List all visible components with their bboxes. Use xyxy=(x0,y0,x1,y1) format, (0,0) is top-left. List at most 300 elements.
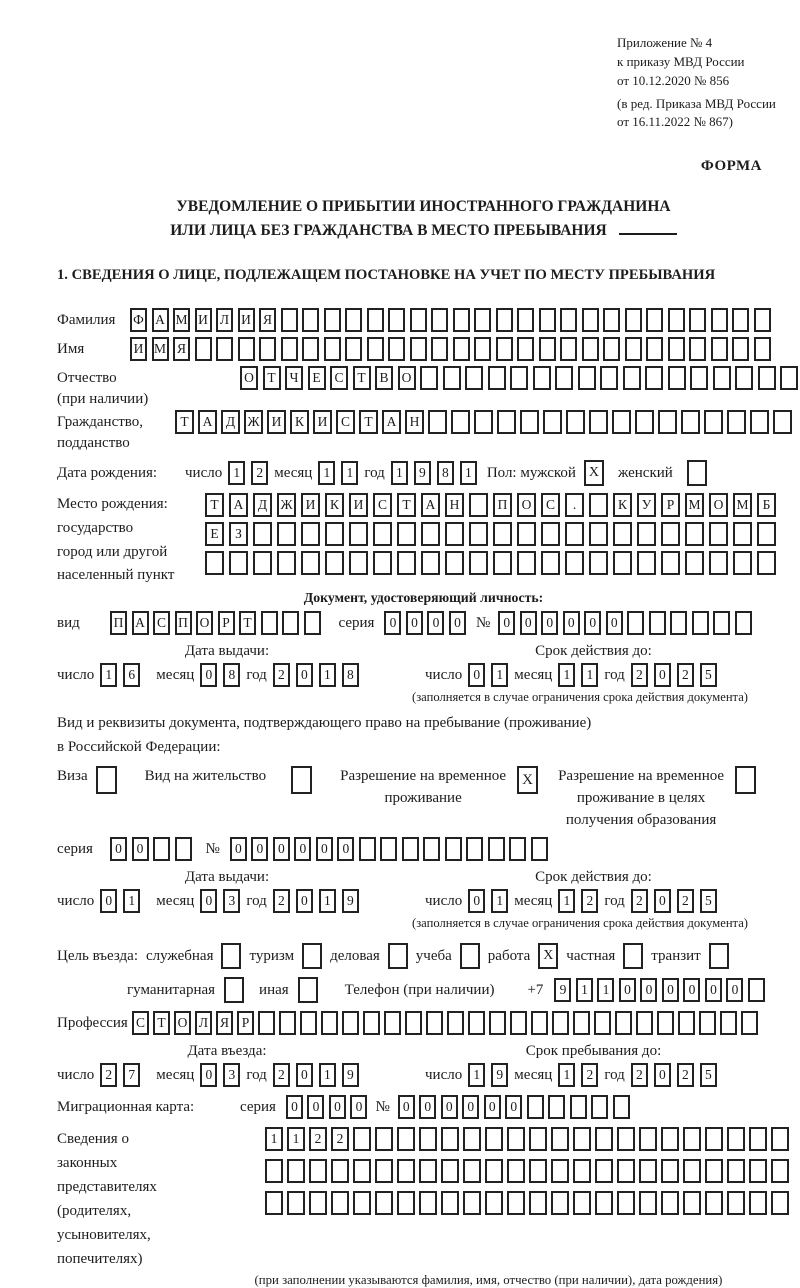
char-cell[interactable]: Л xyxy=(216,308,233,332)
char-cell[interactable]: Я xyxy=(259,308,276,332)
char-cell[interactable]: Я xyxy=(216,1011,233,1035)
char-cell[interactable] xyxy=(548,1095,565,1119)
char-cell[interactable] xyxy=(153,837,170,861)
char-cell[interactable] xyxy=(627,611,644,635)
char-cell[interactable] xyxy=(497,410,516,434)
char-cell[interactable] xyxy=(732,308,749,332)
char-cell[interactable] xyxy=(661,522,680,546)
char-cell[interactable] xyxy=(287,1159,305,1183)
char-cell[interactable]: 0 xyxy=(316,837,333,861)
char-cell[interactable] xyxy=(709,551,728,575)
char-cell[interactable] xyxy=(397,1159,415,1183)
char-cell[interactable]: 0 xyxy=(398,1095,415,1119)
char-cell[interactable] xyxy=(287,1191,305,1215)
char-cell[interactable] xyxy=(639,1159,657,1183)
char-cell[interactable] xyxy=(445,551,464,575)
char-cell[interactable]: У xyxy=(637,493,656,517)
char-cell[interactable] xyxy=(565,522,584,546)
char-cell[interactable] xyxy=(541,551,560,575)
char-cell[interactable]: 0 xyxy=(705,978,722,1002)
char-cell[interactable] xyxy=(560,337,577,361)
char-cell[interactable] xyxy=(431,337,448,361)
char-cell[interactable] xyxy=(517,337,534,361)
char-cell[interactable] xyxy=(238,337,255,361)
char-cell[interactable]: 2 xyxy=(273,663,290,687)
char-cell[interactable] xyxy=(617,1127,635,1151)
char-cell[interactable] xyxy=(637,551,656,575)
char-cell[interactable] xyxy=(510,366,528,390)
char-cell[interactable] xyxy=(551,1127,569,1151)
char-cell[interactable] xyxy=(451,410,470,434)
char-cell[interactable] xyxy=(373,551,392,575)
char-cell[interactable] xyxy=(410,308,427,332)
char-cell[interactable]: 2 xyxy=(677,889,694,913)
char-cell[interactable]: 0 xyxy=(505,1095,522,1119)
char-cell[interactable] xyxy=(595,1159,613,1183)
char-cell[interactable]: С xyxy=(541,493,560,517)
char-cell[interactable]: 0 xyxy=(286,1095,303,1119)
char-cell[interactable]: 0 xyxy=(384,611,401,635)
char-cell[interactable] xyxy=(265,1191,283,1215)
char-cell[interactable] xyxy=(507,1159,525,1183)
char-cell[interactable] xyxy=(754,337,771,361)
char-cell[interactable]: Т xyxy=(175,410,194,434)
char-cell[interactable] xyxy=(205,551,224,575)
char-cell[interactable] xyxy=(573,1127,591,1151)
char-cell[interactable] xyxy=(510,1011,527,1035)
char-cell[interactable] xyxy=(533,366,551,390)
char-cell[interactable] xyxy=(649,611,666,635)
female-checkbox[interactable] xyxy=(687,460,707,486)
char-cell[interactable]: 1 xyxy=(576,978,593,1002)
char-cell[interactable]: 0 xyxy=(273,837,290,861)
char-cell[interactable] xyxy=(771,1127,789,1151)
char-cell[interactable] xyxy=(253,551,272,575)
char-cell[interactable]: 2 xyxy=(251,461,268,485)
char-cell[interactable] xyxy=(229,551,248,575)
char-cell[interactable]: 0 xyxy=(100,889,117,913)
char-cell[interactable]: 2 xyxy=(631,663,648,687)
char-cell[interactable] xyxy=(771,1159,789,1183)
char-cell[interactable]: 1 xyxy=(491,663,508,687)
char-cell[interactable] xyxy=(589,410,608,434)
char-cell[interactable] xyxy=(485,1159,503,1183)
char-cell[interactable] xyxy=(402,837,419,861)
char-cell[interactable] xyxy=(645,366,663,390)
char-cell[interactable]: Я xyxy=(173,337,190,361)
char-cell[interactable] xyxy=(216,337,233,361)
char-cell[interactable] xyxy=(474,337,491,361)
char-cell[interactable]: Т xyxy=(153,1011,170,1035)
char-cell[interactable]: 0 xyxy=(200,889,217,913)
char-cell[interactable] xyxy=(331,1191,349,1215)
char-cell[interactable]: 3 xyxy=(223,1063,240,1087)
char-cell[interactable] xyxy=(727,410,746,434)
char-cell[interactable]: Т xyxy=(359,410,378,434)
char-cell[interactable] xyxy=(349,522,368,546)
char-cell[interactable]: И xyxy=(267,410,286,434)
char-cell[interactable] xyxy=(566,410,585,434)
char-cell[interactable] xyxy=(428,410,447,434)
char-cell[interactable]: 0 xyxy=(251,837,268,861)
char-cell[interactable] xyxy=(441,1191,459,1215)
char-cell[interactable] xyxy=(757,522,776,546)
char-cell[interactable] xyxy=(388,337,405,361)
char-cell[interactable]: 0 xyxy=(294,837,311,861)
char-cell[interactable]: 1 xyxy=(597,978,614,1002)
char-cell[interactable]: 9 xyxy=(491,1063,508,1087)
char-cell[interactable] xyxy=(529,1127,547,1151)
char-cell[interactable]: 5 xyxy=(700,889,717,913)
char-cell[interactable]: 1 xyxy=(318,461,335,485)
char-cell[interactable]: 0 xyxy=(640,978,657,1002)
char-cell[interactable] xyxy=(657,1011,674,1035)
char-cell[interactable]: 0 xyxy=(329,1095,346,1119)
char-cell[interactable]: 2 xyxy=(331,1127,349,1151)
char-cell[interactable] xyxy=(367,308,384,332)
char-cell[interactable] xyxy=(529,1191,547,1215)
char-cell[interactable]: И xyxy=(130,337,147,361)
char-cell[interactable] xyxy=(445,837,462,861)
char-cell[interactable] xyxy=(741,1011,758,1035)
char-cell[interactable] xyxy=(469,551,488,575)
char-cell[interactable] xyxy=(692,611,709,635)
char-cell[interactable]: 1 xyxy=(100,663,117,687)
char-cell[interactable] xyxy=(426,1011,443,1035)
char-cell[interactable] xyxy=(623,366,641,390)
char-cell[interactable]: К xyxy=(325,493,344,517)
char-cell[interactable] xyxy=(507,1191,525,1215)
char-cell[interactable] xyxy=(683,1159,701,1183)
char-cell[interactable] xyxy=(397,1191,415,1215)
char-cell[interactable] xyxy=(405,1011,422,1035)
char-cell[interactable]: 0 xyxy=(662,978,679,1002)
char-cell[interactable] xyxy=(302,337,319,361)
char-cell[interactable] xyxy=(375,1159,393,1183)
char-cell[interactable] xyxy=(543,410,562,434)
char-cell[interactable]: 8 xyxy=(437,461,454,485)
char-cell[interactable] xyxy=(709,522,728,546)
char-cell[interactable]: 1 xyxy=(341,461,358,485)
char-cell[interactable]: 2 xyxy=(677,1063,694,1087)
char-cell[interactable]: 0 xyxy=(541,611,558,635)
char-cell[interactable] xyxy=(463,1127,481,1151)
char-cell[interactable] xyxy=(639,1127,657,1151)
char-cell[interactable] xyxy=(261,611,278,635)
char-cell[interactable] xyxy=(735,366,753,390)
char-cell[interactable] xyxy=(595,1127,613,1151)
char-cell[interactable] xyxy=(277,522,296,546)
char-cell[interactable]: С xyxy=(153,611,170,635)
char-cell[interactable] xyxy=(445,522,464,546)
char-cell[interactable]: 0 xyxy=(584,611,601,635)
char-cell[interactable] xyxy=(749,1159,767,1183)
char-cell[interactable]: С xyxy=(373,493,392,517)
char-cell[interactable] xyxy=(705,1127,723,1151)
char-cell[interactable]: С xyxy=(330,366,348,390)
char-cell[interactable] xyxy=(443,366,461,390)
char-cell[interactable] xyxy=(353,1191,371,1215)
char-cell[interactable]: 5 xyxy=(700,663,717,687)
char-cell[interactable]: . xyxy=(565,493,584,517)
purpose-other-checkbox[interactable] xyxy=(298,977,318,1003)
char-cell[interactable] xyxy=(397,522,416,546)
char-cell[interactable]: Т xyxy=(397,493,416,517)
char-cell[interactable]: С xyxy=(132,1011,149,1035)
char-cell[interactable]: Ж xyxy=(244,410,263,434)
char-cell[interactable]: Т xyxy=(263,366,281,390)
char-cell[interactable]: И xyxy=(195,308,212,332)
char-cell[interactable]: Н xyxy=(405,410,424,434)
char-cell[interactable]: 0 xyxy=(619,978,636,1002)
char-cell[interactable] xyxy=(685,522,704,546)
char-cell[interactable]: 0 xyxy=(427,611,444,635)
char-cell[interactable]: 0 xyxy=(441,1095,458,1119)
char-cell[interactable]: 0 xyxy=(654,889,671,913)
char-cell[interactable] xyxy=(617,1191,635,1215)
char-cell[interactable] xyxy=(661,1159,679,1183)
char-cell[interactable] xyxy=(578,366,596,390)
char-cell[interactable] xyxy=(384,1011,401,1035)
char-cell[interactable] xyxy=(509,837,526,861)
char-cell[interactable] xyxy=(195,337,212,361)
char-cell[interactable] xyxy=(668,308,685,332)
char-cell[interactable]: 9 xyxy=(342,889,359,913)
char-cell[interactable] xyxy=(646,337,663,361)
char-cell[interactable] xyxy=(639,1191,657,1215)
char-cell[interactable]: 2 xyxy=(581,889,598,913)
char-cell[interactable]: П xyxy=(110,611,127,635)
char-cell[interactable] xyxy=(175,837,192,861)
char-cell[interactable] xyxy=(582,308,599,332)
char-cell[interactable] xyxy=(727,1191,745,1215)
char-cell[interactable] xyxy=(595,1191,613,1215)
char-cell[interactable] xyxy=(711,337,728,361)
char-cell[interactable]: 2 xyxy=(631,1063,648,1087)
male-checkbox[interactable]: X xyxy=(584,460,604,486)
char-cell[interactable]: 0 xyxy=(462,1095,479,1119)
char-cell[interactable]: 0 xyxy=(726,978,743,1002)
char-cell[interactable]: Т xyxy=(353,366,371,390)
char-cell[interactable]: Р xyxy=(661,493,680,517)
char-cell[interactable] xyxy=(469,493,488,517)
char-cell[interactable] xyxy=(281,308,298,332)
purpose-business-checkbox[interactable] xyxy=(388,943,408,969)
char-cell[interactable]: 0 xyxy=(484,1095,501,1119)
char-cell[interactable] xyxy=(560,308,577,332)
char-cell[interactable]: 2 xyxy=(309,1127,327,1151)
char-cell[interactable]: 1 xyxy=(581,663,598,687)
char-cell[interactable] xyxy=(463,1191,481,1215)
char-cell[interactable] xyxy=(531,837,548,861)
char-cell[interactable]: 0 xyxy=(296,889,313,913)
char-cell[interactable]: 1 xyxy=(319,663,336,687)
char-cell[interactable]: О xyxy=(196,611,213,635)
char-cell[interactable] xyxy=(469,522,488,546)
char-cell[interactable] xyxy=(388,308,405,332)
char-cell[interactable] xyxy=(573,1011,590,1035)
char-cell[interactable] xyxy=(689,308,706,332)
char-cell[interactable] xyxy=(345,308,362,332)
char-cell[interactable]: 0 xyxy=(110,837,127,861)
char-cell[interactable]: А xyxy=(198,410,217,434)
char-cell[interactable] xyxy=(683,1127,701,1151)
char-cell[interactable] xyxy=(468,1011,485,1035)
char-cell[interactable]: 0 xyxy=(296,1063,313,1087)
char-cell[interactable] xyxy=(658,410,677,434)
char-cell[interactable] xyxy=(453,308,470,332)
char-cell[interactable] xyxy=(421,522,440,546)
char-cell[interactable] xyxy=(431,308,448,332)
char-cell[interactable]: Д xyxy=(253,493,272,517)
char-cell[interactable]: 1 xyxy=(491,889,508,913)
char-cell[interactable] xyxy=(600,366,618,390)
char-cell[interactable] xyxy=(277,551,296,575)
char-cell[interactable] xyxy=(589,522,608,546)
char-cell[interactable] xyxy=(551,1191,569,1215)
residence-permit-checkbox[interactable] xyxy=(291,766,312,794)
char-cell[interactable]: 0 xyxy=(230,837,247,861)
char-cell[interactable] xyxy=(713,611,730,635)
char-cell[interactable] xyxy=(342,1011,359,1035)
char-cell[interactable] xyxy=(304,611,321,635)
char-cell[interactable]: Д xyxy=(221,410,240,434)
char-cell[interactable] xyxy=(367,337,384,361)
char-cell[interactable] xyxy=(353,1127,371,1151)
char-cell[interactable] xyxy=(349,551,368,575)
char-cell[interactable] xyxy=(259,337,276,361)
char-cell[interactable] xyxy=(517,551,536,575)
char-cell[interactable] xyxy=(749,1191,767,1215)
char-cell[interactable] xyxy=(735,611,752,635)
char-cell[interactable] xyxy=(375,1191,393,1215)
char-cell[interactable] xyxy=(582,337,599,361)
char-cell[interactable] xyxy=(625,337,642,361)
char-cell[interactable] xyxy=(646,308,663,332)
char-cell[interactable] xyxy=(613,551,632,575)
char-cell[interactable] xyxy=(690,366,708,390)
char-cell[interactable] xyxy=(754,308,771,332)
char-cell[interactable] xyxy=(517,308,534,332)
char-cell[interactable]: 0 xyxy=(132,837,149,861)
char-cell[interactable]: П xyxy=(493,493,512,517)
char-cell[interactable] xyxy=(380,837,397,861)
char-cell[interactable]: 9 xyxy=(342,1063,359,1087)
char-cell[interactable] xyxy=(573,1159,591,1183)
char-cell[interactable] xyxy=(668,366,686,390)
char-cell[interactable]: О xyxy=(398,366,416,390)
char-cell[interactable]: 2 xyxy=(100,1063,117,1087)
char-cell[interactable] xyxy=(309,1191,327,1215)
char-cell[interactable] xyxy=(711,308,728,332)
char-cell[interactable]: М xyxy=(152,337,169,361)
char-cell[interactable] xyxy=(531,1011,548,1035)
char-cell[interactable] xyxy=(466,837,483,861)
char-cell[interactable] xyxy=(727,1127,745,1151)
char-cell[interactable] xyxy=(613,522,632,546)
char-cell[interactable]: 2 xyxy=(677,663,694,687)
char-cell[interactable] xyxy=(520,410,539,434)
char-cell[interactable]: Р xyxy=(237,1011,254,1035)
char-cell[interactable] xyxy=(488,366,506,390)
char-cell[interactable]: И xyxy=(349,493,368,517)
char-cell[interactable] xyxy=(493,551,512,575)
char-cell[interactable] xyxy=(748,978,765,1002)
char-cell[interactable]: 1 xyxy=(460,461,477,485)
char-cell[interactable] xyxy=(758,366,776,390)
char-cell[interactable] xyxy=(397,1127,415,1151)
char-cell[interactable] xyxy=(258,1011,275,1035)
char-cell[interactable] xyxy=(527,1095,544,1119)
purpose-transit-checkbox[interactable] xyxy=(709,943,729,969)
char-cell[interactable]: 8 xyxy=(223,663,240,687)
char-cell[interactable]: 0 xyxy=(350,1095,367,1119)
char-cell[interactable] xyxy=(517,522,536,546)
char-cell[interactable] xyxy=(253,522,272,546)
char-cell[interactable] xyxy=(689,337,706,361)
char-cell[interactable] xyxy=(301,522,320,546)
char-cell[interactable] xyxy=(678,1011,695,1035)
char-cell[interactable] xyxy=(750,410,769,434)
char-cell[interactable]: 0 xyxy=(654,663,671,687)
char-cell[interactable] xyxy=(441,1127,459,1151)
char-cell[interactable]: 3 xyxy=(223,889,240,913)
char-cell[interactable] xyxy=(705,1159,723,1183)
char-cell[interactable]: Б xyxy=(757,493,776,517)
purpose-tourism-checkbox[interactable] xyxy=(302,943,322,969)
char-cell[interactable] xyxy=(324,308,341,332)
char-cell[interactable] xyxy=(301,551,320,575)
char-cell[interactable] xyxy=(551,1159,569,1183)
char-cell[interactable] xyxy=(727,1159,745,1183)
char-cell[interactable] xyxy=(539,308,556,332)
char-cell[interactable] xyxy=(589,493,608,517)
char-cell[interactable]: 2 xyxy=(581,1063,598,1087)
char-cell[interactable] xyxy=(713,366,731,390)
char-cell[interactable]: 0 xyxy=(468,889,485,913)
char-cell[interactable] xyxy=(282,611,299,635)
char-cell[interactable]: О xyxy=(174,1011,191,1035)
char-cell[interactable] xyxy=(757,551,776,575)
char-cell[interactable] xyxy=(661,551,680,575)
char-cell[interactable]: 5 xyxy=(700,1063,717,1087)
char-cell[interactable]: М xyxy=(685,493,704,517)
char-cell[interactable]: А xyxy=(132,611,149,635)
char-cell[interactable] xyxy=(732,337,749,361)
temp-residence-checkbox[interactable]: X xyxy=(517,766,538,794)
char-cell[interactable] xyxy=(281,337,298,361)
char-cell[interactable]: 2 xyxy=(273,889,290,913)
char-cell[interactable] xyxy=(705,1191,723,1215)
char-cell[interactable] xyxy=(617,1159,635,1183)
char-cell[interactable] xyxy=(637,522,656,546)
char-cell[interactable] xyxy=(331,1159,349,1183)
purpose-private-checkbox[interactable] xyxy=(623,943,643,969)
char-cell[interactable]: В xyxy=(375,366,393,390)
char-cell[interactable] xyxy=(594,1011,611,1035)
char-cell[interactable]: 6 xyxy=(123,663,140,687)
temp-residence-edu-checkbox[interactable] xyxy=(735,766,756,794)
char-cell[interactable] xyxy=(324,337,341,361)
char-cell[interactable]: 1 xyxy=(287,1127,305,1151)
char-cell[interactable] xyxy=(733,551,752,575)
char-cell[interactable]: М xyxy=(173,308,190,332)
char-cell[interactable]: 0 xyxy=(406,611,423,635)
char-cell[interactable] xyxy=(489,1011,506,1035)
char-cell[interactable] xyxy=(615,1011,632,1035)
char-cell[interactable] xyxy=(780,366,798,390)
char-cell[interactable]: К xyxy=(613,493,632,517)
